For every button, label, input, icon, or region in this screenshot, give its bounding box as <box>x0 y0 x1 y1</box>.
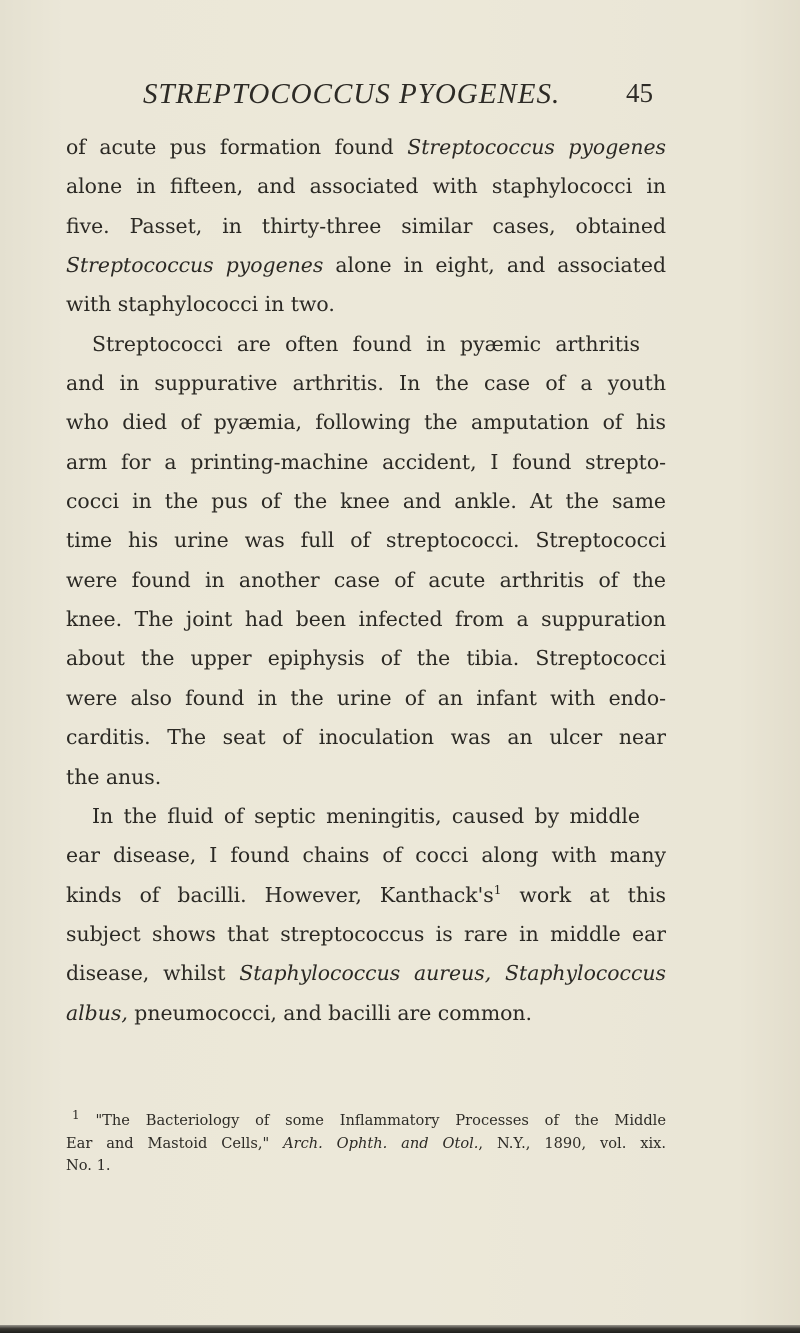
text-line <box>66 403 666 442</box>
text-line <box>66 915 666 954</box>
running-title: STREPTOCOCCUS PYOGENES. <box>143 78 561 110</box>
footnote-marker: 1 <box>72 1108 80 1123</box>
text-run: five. Passet, in thirty-three similar cases, obtained <box>66 213 666 238</box>
footnote-line <box>66 1110 666 1133</box>
text-line <box>66 207 666 246</box>
italic-text: Staphylococcus aureus, Staphylococcus <box>239 961 666 986</box>
text-line-content <box>92 325 640 364</box>
text-run: with staphylococci in two. <box>66 292 335 317</box>
page-number: 45 <box>626 78 653 108</box>
text-run: and in suppurative arthritis. In the case of a youth <box>66 371 666 396</box>
text-line-content <box>66 758 666 797</box>
text-line <box>66 246 666 285</box>
text-line-content <box>66 521 666 560</box>
text-line <box>66 600 666 639</box>
text-run: cocci in the pus of the knee and ankle. At the same <box>66 489 666 514</box>
text-line-content <box>66 600 666 639</box>
text-line-content <box>66 876 666 915</box>
text-run: were found in another case of acute arthritis of the <box>66 567 666 592</box>
text-run: work at this <box>501 882 666 907</box>
italic-text: Streptococcus pyogenes <box>66 253 324 278</box>
italic-text: Streptococcus pyogenes <box>407 135 666 159</box>
text-line-content <box>66 246 666 285</box>
text-line-content <box>66 403 666 442</box>
text-line <box>66 954 666 993</box>
text-run: arm for a printing-machine accident, I found strepto- <box>66 449 666 474</box>
text-run: the anus. <box>66 764 162 789</box>
text-line-content <box>66 561 666 600</box>
text-line <box>66 876 666 915</box>
text-line-content <box>66 994 666 1033</box>
text-run: of acute pus formation found <box>66 135 408 159</box>
text-run: Ear and Mastoid Cells," <box>66 1134 284 1152</box>
text-line <box>66 797 666 836</box>
text-run: alone in fifteen, and associated with staphylococci in <box>66 174 666 199</box>
text-line <box>66 443 666 482</box>
text-run: about the upper epiphysis of the tibia. Streptococci <box>66 646 666 671</box>
footnote-marker: 1 <box>493 882 502 897</box>
text-line-content <box>66 482 666 521</box>
footnote-line-content <box>66 1155 666 1178</box>
text-line-content <box>66 285 666 324</box>
text-run: knee. The joint had been infected from a suppuration <box>66 607 666 632</box>
text-line <box>66 994 666 1033</box>
text-run: were also found in the urine of an infant with endo- <box>66 685 666 710</box>
footnote-line <box>66 1133 666 1156</box>
text-run: No. 1. <box>66 1157 111 1174</box>
text-line-content <box>66 364 666 403</box>
text-line <box>66 521 666 560</box>
italic-text: albus, <box>66 1000 128 1025</box>
text-line <box>66 639 666 678</box>
text-line-content <box>92 797 640 836</box>
text-line <box>66 679 666 718</box>
text-run: pneumococci, and bacilli are common. <box>127 1000 533 1025</box>
body-text <box>66 128 666 1033</box>
text-line-content <box>66 639 666 678</box>
text-line-content <box>66 679 666 718</box>
text-line-content <box>66 167 666 206</box>
text-line-content <box>66 836 666 875</box>
text-line <box>66 482 666 521</box>
page-bottom-edge <box>0 1325 800 1333</box>
footnote-line-content <box>66 1133 666 1156</box>
text-line <box>66 561 666 600</box>
text-line-content <box>66 207 666 246</box>
text-line <box>66 758 666 797</box>
text-run: carditis. The seat of inoculation was an ulcer near <box>66 725 666 750</box>
italic-text: Arch. Ophth. and Otol. <box>283 1134 479 1152</box>
text-line-content <box>66 128 666 167</box>
text-run: , N.Y., 1890, vol. xix. <box>478 1134 666 1152</box>
text-line-content <box>66 954 666 993</box>
text-line <box>66 364 666 403</box>
text-run: ear disease, I found chains of cocci along with many <box>66 843 666 868</box>
text-line <box>66 718 666 757</box>
text-line <box>66 325 666 364</box>
text-line-content <box>66 915 666 954</box>
text-run: disease, whilst <box>66 961 240 986</box>
text-line <box>66 285 666 324</box>
page-header <box>0 72 800 116</box>
text-line-content <box>66 718 666 757</box>
text-line-content <box>66 443 666 482</box>
text-run: subject shows that streptococcus is rare in middle ear <box>66 921 666 946</box>
footnote-line <box>66 1155 666 1178</box>
text-run: Streptococci are often found in pyæmic arthritis <box>92 331 640 356</box>
text-run: who died of pyæmia, following the amputation of his <box>66 410 666 435</box>
text-run: alone in eight, and associated <box>323 253 666 278</box>
text-line <box>66 836 666 875</box>
text-run: In the fluid of septic meningitis, caused by middle <box>92 803 640 828</box>
text-run: "The Bacteriology of some Inflammatory Processes of the Middle <box>79 1112 666 1129</box>
text-run: kinds of bacilli. However, Kanthack's <box>66 882 494 907</box>
footnote-line-content <box>66 1110 666 1133</box>
text-line <box>66 128 666 167</box>
footnotes <box>66 1110 666 1178</box>
text-run: time his urine was full of streptococci. Streptococci <box>66 528 666 553</box>
text-line <box>66 167 666 206</box>
